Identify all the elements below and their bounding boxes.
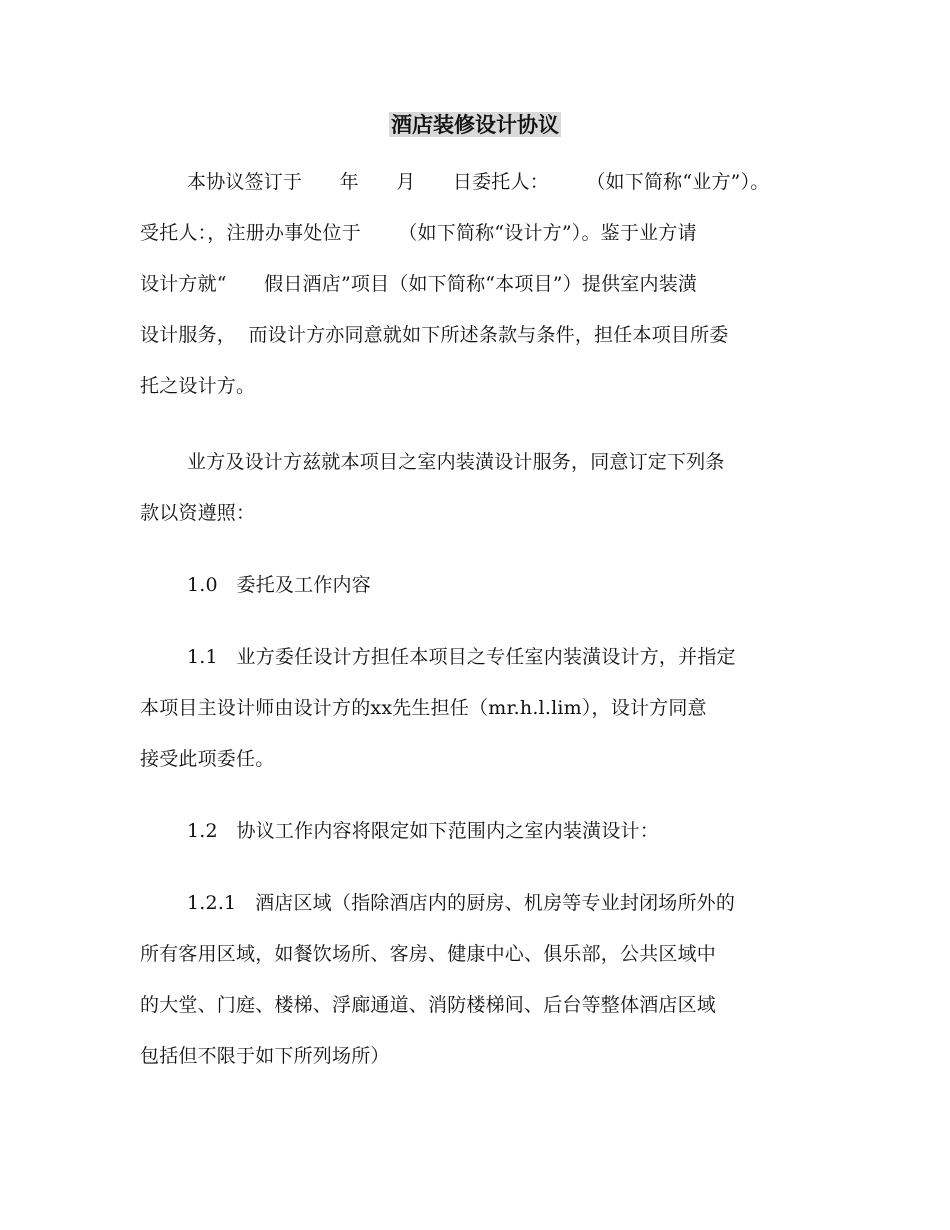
- paragraph-line: 本项目主设计师由设计方的xx先生担任（mr.h.l.lim），设计方同意: [140, 697, 707, 719]
- paragraph-line: 1.0 委托及工作内容: [187, 574, 371, 596]
- paragraph-line: 包括但不限于如下所列场所）: [140, 1045, 390, 1067]
- paragraph-line: 1.2.1 酒店区域（指除酒店内的厨房、机房等专业封闭场所外的: [187, 892, 736, 914]
- paragraph-intro: [140, 157, 820, 412]
- paragraph-line: 1.1 业方委任设计方担任本项目之专任室内装潢设计方，并指定: [187, 646, 736, 668]
- paragraph-line: 托之设计方。: [140, 375, 256, 397]
- paragraph-line: 设计方就“ 假日酒店”项目（如下简称“本项目”）提供室内装潢: [140, 273, 698, 295]
- section-heading-1-0: [140, 560, 820, 611]
- paragraph-line: 所有客用区域，如餐饮场所、客房、健康中心、俱乐部，公共区域中: [140, 943, 717, 965]
- paragraph-line: 接受此项委任。: [140, 748, 275, 770]
- paragraph-section-1-1: [140, 632, 820, 785]
- paragraph-agreement: [140, 437, 820, 539]
- document-title-text: 酒店装修设计协议: [391, 112, 559, 137]
- paragraph-line: 的大堂、门庭、楼梯、浮廊通道、消防楼梯间、后台等整体酒店区域: [140, 994, 717, 1016]
- paragraph-line: 款以资遵照：: [140, 502, 256, 524]
- paragraph-line: 设计服务， 而设计方亦同意就如下所述条款与条件，担任本项目所委: [140, 324, 729, 346]
- paragraph-line: 业方及设计方兹就本项目之室内装潢设计服务，同意订定下列条: [187, 451, 725, 473]
- document-title: [0, 110, 950, 140]
- paragraph-section-1-2-1: [140, 878, 820, 1082]
- paragraph-line: 本协议签订于 年 月 日委托人： （如下简称“业方”）。: [187, 171, 770, 193]
- paragraph-line: 1.2 协议工作内容将限定如下范围内之室内装潢设计：: [187, 820, 659, 842]
- paragraph-section-1-2: [140, 806, 820, 857]
- paragraph-line: 受托人：，注册办事处位于 （如下简称“设计方”）。鉴于业方请: [140, 222, 697, 244]
